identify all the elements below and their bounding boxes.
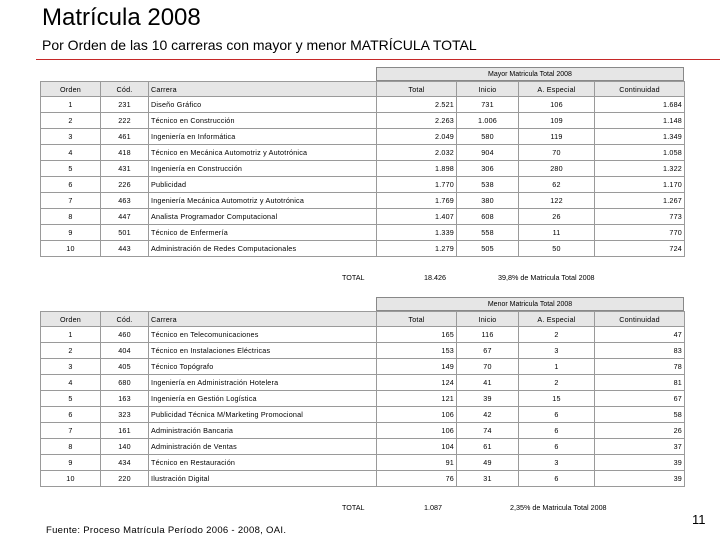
cell-orden: 6 (41, 177, 101, 193)
cell-carrera: Ilustración Digital (149, 471, 377, 487)
cell-orden: 4 (41, 375, 101, 391)
cell-total: 1.898 (377, 161, 457, 177)
source-note: Fuente: Proceso Matrícula Período 2006 - 2008, OAI. (46, 525, 287, 536)
cell-continuidad: 58 (595, 407, 685, 423)
column-header-total: Total (377, 82, 457, 97)
bottom-total-value: 1.087 (424, 503, 442, 512)
cell-inicio: 306 (457, 161, 519, 177)
cell-carrera: Publicidad (149, 177, 377, 193)
cell-continuidad: 1.267 (595, 193, 685, 209)
cell-inicio: 1.006 (457, 113, 519, 129)
table-row (41, 439, 685, 455)
top-total-label: TOTAL (342, 273, 365, 282)
cell-codigo: 161 (101, 423, 149, 439)
cell-total: 2.263 (377, 113, 457, 129)
top-table-body (41, 82, 685, 257)
cell-orden: 3 (41, 129, 101, 145)
cell-a-especial: 3 (519, 455, 595, 471)
table-row (41, 471, 685, 487)
column-header-inicio: Inicio (457, 312, 519, 327)
table-row (41, 359, 685, 375)
cell-codigo: 680 (101, 375, 149, 391)
cell-codigo: 443 (101, 241, 149, 257)
cell-total: 1.769 (377, 193, 457, 209)
cell-orden: 8 (41, 209, 101, 225)
page-subtitle: Por Orden de las 10 carreras con mayor y menor MATRÍCULA TOTAL (42, 37, 477, 53)
cell-total: 1.339 (377, 225, 457, 241)
cell-inicio: 116 (457, 327, 519, 343)
cell-a-especial: 1 (519, 359, 595, 375)
bottom-total-row (40, 502, 684, 514)
table-row (41, 97, 685, 113)
cell-inicio: 904 (457, 145, 519, 161)
cell-orden: 10 (41, 471, 101, 487)
cell-carrera: Administración de Redes Computacionales (149, 241, 377, 257)
top-total-note: 39,8% de Matricula Total 2008 (498, 273, 595, 282)
cell-a-especial: 62 (519, 177, 595, 193)
cell-codigo: 222 (101, 113, 149, 129)
cell-a-especial: 26 (519, 209, 595, 225)
cell-a-especial: 11 (519, 225, 595, 241)
cell-continuidad: 47 (595, 327, 685, 343)
top-table (40, 81, 685, 257)
cell-continuidad: 1.058 (595, 145, 685, 161)
cell-total: 153 (377, 343, 457, 359)
cell-orden: 7 (41, 423, 101, 439)
cell-a-especial: 50 (519, 241, 595, 257)
cell-a-especial: 280 (519, 161, 595, 177)
cell-orden: 5 (41, 161, 101, 177)
cell-continuidad: 78 (595, 359, 685, 375)
cell-codigo: 418 (101, 145, 149, 161)
cell-orden: 9 (41, 455, 101, 471)
cell-carrera: Técnico de Enfermería (149, 225, 377, 241)
cell-carrera: Técnico en Construcción (149, 113, 377, 129)
cell-inicio: 538 (457, 177, 519, 193)
cell-codigo: 501 (101, 225, 149, 241)
column-header-codigo: Cód. (101, 82, 149, 97)
cell-total: 165 (377, 327, 457, 343)
bottom-table-section (40, 297, 684, 515)
cell-a-especial: 6 (519, 471, 595, 487)
cell-orden: 6 (41, 407, 101, 423)
cell-a-especial: 3 (519, 343, 595, 359)
table-row (41, 241, 685, 257)
cell-orden: 5 (41, 391, 101, 407)
cell-inicio: 608 (457, 209, 519, 225)
cell-codigo: 434 (101, 455, 149, 471)
cell-codigo: 231 (101, 97, 149, 113)
cell-continuidad: 83 (595, 343, 685, 359)
table-row (41, 343, 685, 359)
table-header-row (41, 312, 685, 327)
top-total-row (40, 272, 684, 284)
column-header-continuidad: Continuidad (595, 312, 685, 327)
column-header-a-especial: A. Especial (519, 82, 595, 97)
table-header-row (41, 82, 685, 97)
cell-total: 121 (377, 391, 457, 407)
cell-codigo: 220 (101, 471, 149, 487)
cell-continuidad: 37 (595, 439, 685, 455)
bottom-table-body (41, 312, 685, 487)
cell-continuidad: 770 (595, 225, 685, 241)
cell-continuidad: 81 (595, 375, 685, 391)
table-row (41, 193, 685, 209)
cell-continuidad: 67 (595, 391, 685, 407)
bottom-total-note: 2,35% de Matricula Total 2008 (510, 503, 607, 512)
cell-continuidad: 39 (595, 471, 685, 487)
cell-inicio: 580 (457, 129, 519, 145)
cell-orden: 7 (41, 193, 101, 209)
column-header-orden: Orden (41, 312, 101, 327)
cell-a-especial: 109 (519, 113, 595, 129)
cell-carrera: Diseño Gráfico (149, 97, 377, 113)
cell-inicio: 49 (457, 455, 519, 471)
cell-total: 76 (377, 471, 457, 487)
column-header-codigo: Cód. (101, 312, 149, 327)
cell-inicio: 74 (457, 423, 519, 439)
table-row (41, 423, 685, 439)
cell-codigo: 460 (101, 327, 149, 343)
cell-total: 106 (377, 423, 457, 439)
table-row (41, 407, 685, 423)
cell-orden: 9 (41, 225, 101, 241)
cell-codigo: 461 (101, 129, 149, 145)
cell-total: 2.049 (377, 129, 457, 145)
cell-carrera: Técnico en Telecomunicaciones (149, 327, 377, 343)
cell-continuidad: 724 (595, 241, 685, 257)
cell-carrera: Técnico en Mecánica Automotriz y Autotrónica (149, 145, 377, 161)
cell-carrera: Publicidad Técnica M/Marketing Promocional (149, 407, 377, 423)
cell-orden: 2 (41, 113, 101, 129)
page-number: 11 (692, 512, 706, 527)
cell-codigo: 463 (101, 193, 149, 209)
cell-codigo: 163 (101, 391, 149, 407)
cell-a-especial: 2 (519, 375, 595, 391)
cell-total: 104 (377, 439, 457, 455)
cell-continuidad: 1.349 (595, 129, 685, 145)
cell-carrera: Administración Bancaria (149, 423, 377, 439)
cell-a-especial: 6 (519, 439, 595, 455)
cell-total: 149 (377, 359, 457, 375)
cell-inicio: 39 (457, 391, 519, 407)
table-row (41, 145, 685, 161)
column-header-orden: Orden (41, 82, 101, 97)
top-total-value: 18.426 (424, 273, 446, 282)
table-row (41, 161, 685, 177)
cell-carrera: Ingeniería en Administración Hotelera (149, 375, 377, 391)
cell-carrera: Administración de Ventas (149, 439, 377, 455)
cell-carrera: Técnico en Instalaciones Eléctricas (149, 343, 377, 359)
cell-inicio: 70 (457, 359, 519, 375)
cell-inicio: 558 (457, 225, 519, 241)
cell-carrera: Ingeniería en Construcción (149, 161, 377, 177)
cell-total: 91 (377, 455, 457, 471)
cell-carrera: Ingeniería Mecánica Automotriz y Autotrónica (149, 193, 377, 209)
table-row (41, 455, 685, 471)
cell-codigo: 226 (101, 177, 149, 193)
cell-inicio: 42 (457, 407, 519, 423)
table-row (41, 129, 685, 145)
table-row (41, 327, 685, 343)
title-divider (36, 59, 720, 60)
cell-codigo: 447 (101, 209, 149, 225)
table-row (41, 225, 685, 241)
table-row (41, 209, 685, 225)
cell-orden: 8 (41, 439, 101, 455)
cell-total: 106 (377, 407, 457, 423)
table-row (41, 391, 685, 407)
cell-a-especial: 122 (519, 193, 595, 209)
cell-a-especial: 6 (519, 423, 595, 439)
cell-orden: 4 (41, 145, 101, 161)
bottom-table-band: Menor Matricula Total 2008 (376, 297, 684, 311)
cell-inicio: 505 (457, 241, 519, 257)
cell-orden: 3 (41, 359, 101, 375)
cell-a-especial: 70 (519, 145, 595, 161)
cell-inicio: 731 (457, 97, 519, 113)
cell-inicio: 31 (457, 471, 519, 487)
cell-carrera: Ingeniería en Informática (149, 129, 377, 145)
cell-inicio: 380 (457, 193, 519, 209)
cell-continuidad: 39 (595, 455, 685, 471)
top-table-band: Mayor Matricula Total 2008 (376, 67, 684, 81)
cell-continuidad: 1.684 (595, 97, 685, 113)
column-header-inicio: Inicio (457, 82, 519, 97)
cell-orden: 1 (41, 97, 101, 113)
column-header-a-especial: A. Especial (519, 312, 595, 327)
cell-carrera: Técnico en Restauración (149, 455, 377, 471)
cell-total: 1.770 (377, 177, 457, 193)
cell-codigo: 140 (101, 439, 149, 455)
cell-continuidad: 26 (595, 423, 685, 439)
page-title: Matrícula 2008 (42, 4, 201, 31)
cell-orden: 2 (41, 343, 101, 359)
cell-a-especial: 6 (519, 407, 595, 423)
cell-a-especial: 15 (519, 391, 595, 407)
cell-continuidad: 1.322 (595, 161, 685, 177)
cell-continuidad: 773 (595, 209, 685, 225)
column-header-carrera: Carrera (149, 312, 377, 327)
cell-continuidad: 1.170 (595, 177, 685, 193)
cell-carrera: Técnico Topógrafo (149, 359, 377, 375)
cell-a-especial: 119 (519, 129, 595, 145)
cell-carrera: Ingeniería en Gestión Logística (149, 391, 377, 407)
cell-total: 2.032 (377, 145, 457, 161)
cell-total: 124 (377, 375, 457, 391)
bottom-table (40, 311, 685, 487)
cell-inicio: 61 (457, 439, 519, 455)
cell-carrera: Analista Programador Computacional (149, 209, 377, 225)
top-table-section (40, 67, 684, 289)
cell-codigo: 404 (101, 343, 149, 359)
cell-total: 2.521 (377, 97, 457, 113)
cell-orden: 1 (41, 327, 101, 343)
column-header-continuidad: Continuidad (595, 82, 685, 97)
cell-total: 1.407 (377, 209, 457, 225)
cell-total: 1.279 (377, 241, 457, 257)
cell-orden: 10 (41, 241, 101, 257)
table-row (41, 177, 685, 193)
cell-a-especial: 2 (519, 327, 595, 343)
column-header-carrera: Carrera (149, 82, 377, 97)
cell-codigo: 323 (101, 407, 149, 423)
cell-a-especial: 106 (519, 97, 595, 113)
cell-inicio: 67 (457, 343, 519, 359)
cell-codigo: 405 (101, 359, 149, 375)
bottom-total-label: TOTAL (342, 503, 365, 512)
column-header-total: Total (377, 312, 457, 327)
cell-codigo: 431 (101, 161, 149, 177)
cell-inicio: 41 (457, 375, 519, 391)
table-row (41, 113, 685, 129)
table-row (41, 375, 685, 391)
cell-continuidad: 1.148 (595, 113, 685, 129)
